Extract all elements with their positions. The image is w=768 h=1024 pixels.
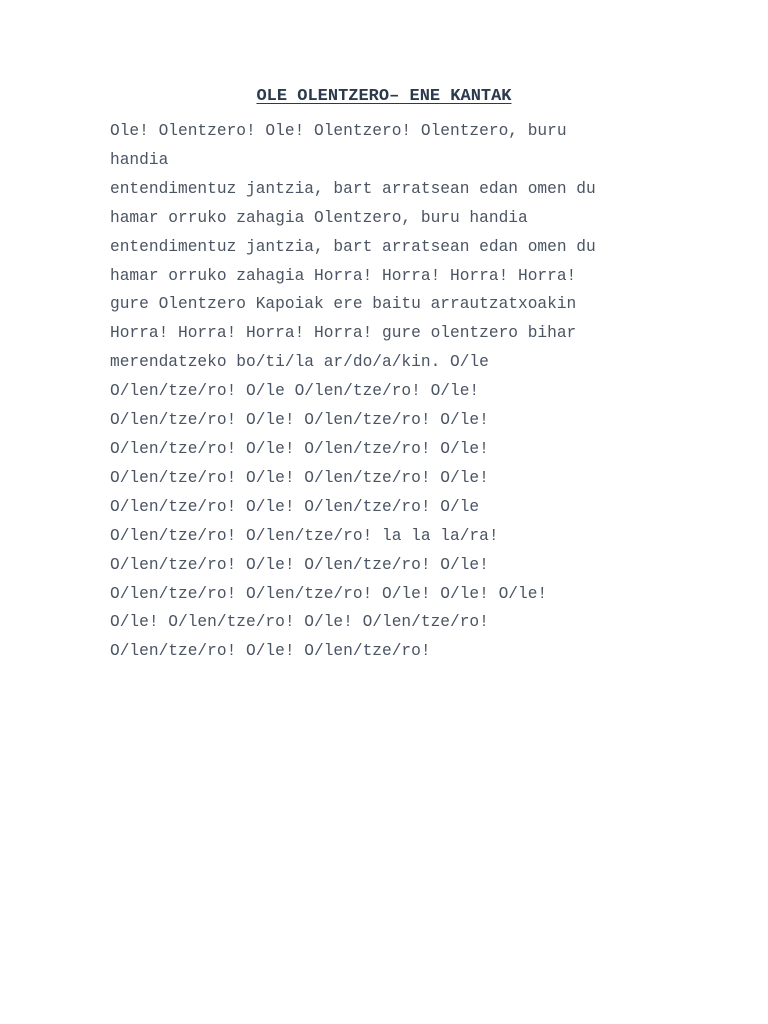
- lyrics-line: hamar orruko zahagia Horra! Horra! Horra! Horra!: [110, 266, 577, 285]
- lyrics-line: handia: [110, 150, 169, 169]
- lyrics-body: [110, 117, 670, 666]
- lyrics-line: O/len/tze/ro! O/le O/len/tze/ro! O/le!: [110, 382, 480, 401]
- lyrics-line: O/len/tze/ro! O/le! O/len/tze/ro!: [110, 642, 431, 661]
- lyrics-line: O/len/tze/ro! O/le! O/len/tze/ro! O/le!: [110, 411, 489, 430]
- lyrics-line: O/len/tze/ro! O/le! O/len/tze/ro! O/le!: [110, 468, 489, 487]
- lyrics-line: hamar orruko zahagia Olentzero, buru handia: [110, 208, 528, 227]
- lyrics-line: O/len/tze/ro! O/len/tze/ro! la la la/ra!: [110, 526, 499, 545]
- lyrics-line: Ole! Olentzero! Ole! Olentzero! Olentzero, buru: [110, 122, 567, 140]
- lyrics-line: merendatzeko bo/ti/la ar/do/a/kin. O/le: [110, 353, 489, 372]
- lyrics-line: entendimentuz jantzia, bart arratsean edan omen du: [110, 237, 596, 256]
- lyrics-line: gure Olentzero Kapoiak ere baitu arrautzatxoakin: [110, 295, 577, 314]
- lyrics-line: O/len/tze/ro! O/le! O/len/tze/ro! O/le!: [110, 555, 489, 574]
- lyrics-line: O/le! O/len/tze/ro! O/le! O/len/tze/ro!: [110, 613, 489, 632]
- lyrics-line: O/len/tze/ro! O/le! O/len/tze/ro! O/le!: [110, 439, 489, 458]
- document-title-text: OLE OLENTZERO– ENE KANTAK: [256, 87, 512, 106]
- lyrics-line: Horra! Horra! Horra! Horra! gure olentzero bihar: [110, 324, 577, 343]
- lyrics-line: O/len/tze/ro! O/len/tze/ro! O/le! O/le! O/le!: [110, 584, 548, 603]
- document-title: [0, 86, 768, 108]
- lyrics-line: entendimentuz jantzia, bart arratsean edan omen du: [110, 179, 596, 198]
- lyrics-line: O/len/tze/ro! O/le! O/len/tze/ro! O/le: [110, 497, 480, 516]
